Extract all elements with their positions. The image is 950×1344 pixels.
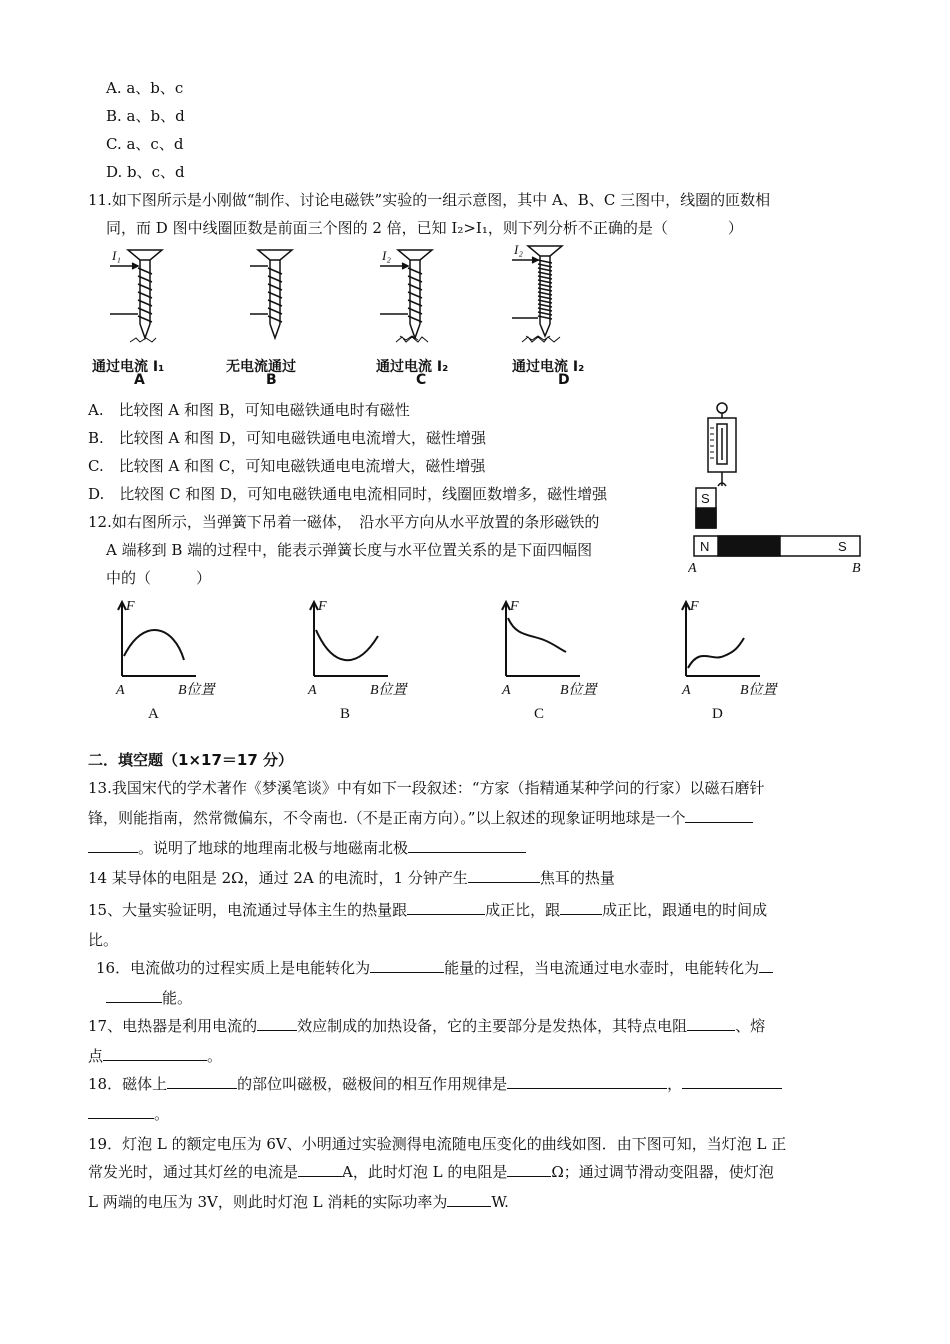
graph-b-curve bbox=[316, 630, 378, 660]
q18-text-c: ， bbox=[667, 1075, 683, 1093]
q18-line2-text: 。 bbox=[154, 1105, 170, 1123]
q13-blank-1[interactable] bbox=[685, 808, 753, 823]
q13-line2-text: 锋，则能指南，然常微偏东，不令南也.（不是正南方向）。”以上叙述的现象证明地球是一个 bbox=[88, 809, 686, 827]
current-label-c: I₂ bbox=[382, 248, 391, 263]
q19-blank-1[interactable] bbox=[298, 1162, 342, 1177]
q17-text-c: 、熔 bbox=[735, 1017, 766, 1035]
q17-blank-1[interactable] bbox=[257, 1016, 297, 1031]
graph-b-x1-label: B位置 bbox=[370, 683, 407, 698]
q19-blank-2[interactable] bbox=[507, 1162, 551, 1177]
q17-line2 bbox=[88, 1046, 222, 1066]
q13-line2 bbox=[88, 808, 753, 828]
q11-option-b: B. 比较图 A 和图 D，可知电磁铁通电电流增大，磁性增强 bbox=[88, 429, 486, 447]
q17-blank-3[interactable] bbox=[103, 1046, 207, 1061]
current-label-d: I₂ bbox=[514, 244, 523, 257]
q16-line1 bbox=[96, 958, 773, 978]
q13-blank-2[interactable] bbox=[408, 838, 526, 853]
electromagnet-c bbox=[380, 250, 432, 342]
electromagnet-b bbox=[250, 250, 292, 338]
graph-b-y-label: F bbox=[318, 599, 327, 614]
q18-blank-3[interactable] bbox=[682, 1074, 782, 1089]
q18-line2 bbox=[88, 1104, 169, 1124]
graph-a-curve bbox=[124, 630, 184, 660]
q16-blank-2-cont[interactable] bbox=[106, 988, 162, 1003]
q16-text-b: 能量的过程，当电流通过电水壶时，电能转化为 bbox=[444, 959, 760, 977]
fig-b-letter: B bbox=[266, 372, 277, 388]
electromagnet-d bbox=[512, 246, 562, 342]
q10-option-c: C. a、c、d bbox=[106, 135, 184, 153]
q16-blank-1[interactable] bbox=[370, 958, 444, 973]
q13-blank-1-cont[interactable] bbox=[88, 838, 138, 853]
q19-text-c: Ω；通过调节滑动变阻器，使灯泡 bbox=[551, 1163, 774, 1181]
q19-line1: 19．灯泡 L 的额定电压为 6V、小明通过实验测得电流随电压变化的曲线如图．由下图可知，当灯泡 L 正 bbox=[88, 1135, 787, 1153]
q17-line2-text-a: 点 bbox=[88, 1047, 104, 1065]
bar-magnet-s: S bbox=[838, 539, 847, 554]
graph-d-letter: D bbox=[712, 706, 723, 722]
graph-c-x0-label: A bbox=[502, 683, 511, 698]
graph-b-letter: B bbox=[340, 706, 351, 722]
q18-line1 bbox=[88, 1074, 782, 1094]
fig-b-caption: 无电流通过 bbox=[226, 359, 296, 375]
q17-blank-2[interactable] bbox=[687, 1016, 735, 1031]
graph-d-curve bbox=[688, 638, 744, 668]
q15-text-b: 成正比，跟 bbox=[485, 901, 561, 919]
q13-line3 bbox=[88, 838, 526, 858]
q19-text-a: 常发光时，通过其灯丝的电流是 bbox=[88, 1163, 299, 1181]
graph-c-curve bbox=[508, 618, 566, 652]
fig-d-caption: 通过电流 I₂ bbox=[512, 359, 585, 375]
q14-text-b: 焦耳的热量 bbox=[539, 869, 615, 887]
q18-text-a: 18．磁体上 bbox=[88, 1075, 168, 1093]
graph-a-y-label: F bbox=[126, 599, 135, 614]
q19-text-b: A，此时灯泡 L 的电阻是 bbox=[342, 1163, 508, 1181]
q11-option-d: D. 比较图 C 和图 D，可知电磁铁通电电流相同时，线圈匝数增多，磁性增强 bbox=[88, 485, 608, 503]
q17-line1 bbox=[88, 1016, 765, 1036]
q17-text-a: 17、电热器是利用电流的 bbox=[88, 1017, 258, 1035]
q12-stem-line2: A 端移到 B 端的过程中，能表示弹簧长度与水平位置关系的是下面四幅图 bbox=[106, 541, 593, 559]
q10-option-b: B. a、b、d bbox=[106, 107, 185, 125]
fig-c-letter: C bbox=[416, 372, 427, 388]
q15-blank-2[interactable] bbox=[560, 900, 602, 915]
q15-blank-1[interactable] bbox=[407, 900, 485, 915]
q17-line2-text-b: 。 bbox=[207, 1047, 223, 1065]
graph-b-x0-label: A bbox=[308, 683, 317, 698]
q19-text-d: L 两端的电压为 3V，则此时灯泡 L 消耗的实际功率为 bbox=[88, 1193, 448, 1211]
q16-line2-text: 能。 bbox=[162, 989, 193, 1007]
force-position-graphs bbox=[104, 596, 824, 722]
graph-c-y-label: F bbox=[510, 599, 519, 614]
fig-a-letter: A bbox=[134, 372, 145, 388]
q18-blank-1[interactable] bbox=[167, 1074, 237, 1089]
q16-blank-2[interactable] bbox=[759, 958, 773, 973]
q17-text-b: 效应制成的加热设备，它的主要部分是发热体，其特点电阻 bbox=[297, 1017, 688, 1035]
q10-option-d: D. b、c、d bbox=[106, 163, 185, 181]
q14 bbox=[88, 868, 615, 888]
q11-stem-line1: 11.如下图所示是小刚做“制作、讨论电磁铁”实验的一组示意图，其中 A、B、C 三图中，线圈的匝数相 bbox=[88, 191, 771, 209]
q15-text-c: 成正比，跟通电的时间成 bbox=[602, 901, 768, 919]
fig-a-caption: 通过电流 I₁ bbox=[92, 359, 165, 375]
q11-stem-line2: 同，而 D 图中线圈匝数是前面三个图的 2 倍，已知 I₂>I₁，则下列分析不正确的是（ ） bbox=[106, 219, 743, 237]
graph-a-letter: A bbox=[148, 706, 159, 722]
q14-text-a: 14 某导体的电阻是 2Ω，通过 2A 的电流时，1 分钟产生 bbox=[88, 869, 468, 887]
q12-stem-line3: 中的（ ） bbox=[106, 569, 212, 587]
q12-stem-line1: 12.如右图所示，当弹簧下吊着一磁体， 沿水平方向从水平放置的条形磁铁的 bbox=[88, 513, 600, 531]
bar-magnet-n: N bbox=[700, 539, 710, 554]
graph-d-x1-label: B位置 bbox=[740, 683, 777, 698]
q18-blank-2[interactable] bbox=[507, 1074, 667, 1089]
fig-c-caption: 通过电流 I₂ bbox=[376, 359, 449, 375]
q15-line1 bbox=[88, 900, 767, 920]
q18-blank-3-cont[interactable] bbox=[88, 1104, 154, 1119]
current-label-a: I₁ bbox=[112, 248, 121, 263]
q13-line1: 13.我国宋代的学术著作《梦溪笔谈》中有如下一段叙述：“方家（指精通某种学问的行家）以磁石磨针 bbox=[88, 779, 765, 797]
q14-blank[interactable] bbox=[468, 868, 540, 883]
graph-a-x1-label: B位置 bbox=[178, 683, 215, 698]
fig-d-letter: D bbox=[558, 372, 570, 388]
q18-text-b: 的部位叫磁极，磁极间的相互作用规律是 bbox=[237, 1075, 508, 1093]
section-2-heading: 二．填空题（1×17＝17 分） bbox=[88, 751, 293, 769]
q15-text-a: 15、大量实验证明，电流通过导体主生的热量跟 bbox=[88, 901, 408, 919]
q19-text-e: W. bbox=[491, 1193, 509, 1211]
graph-d-y-label: F bbox=[690, 599, 699, 614]
graph-a-x0-label: A bbox=[116, 683, 125, 698]
q19-line2 bbox=[88, 1162, 774, 1182]
q19-blank-3[interactable] bbox=[447, 1192, 491, 1207]
electromagnet-a bbox=[110, 250, 162, 342]
q15-line2: 比。 bbox=[88, 931, 119, 949]
hanging-magnet-s: S bbox=[701, 491, 710, 506]
graph-d-x0-label: A bbox=[682, 683, 691, 698]
q10-option-a: A. a、b、c bbox=[106, 79, 184, 97]
graph-c-x1-label: B位置 bbox=[560, 683, 597, 698]
electromagnet-figures bbox=[100, 244, 630, 350]
end-label-b: B bbox=[852, 561, 861, 576]
q16-line2 bbox=[106, 988, 192, 1008]
graph-c-letter: C bbox=[534, 706, 545, 722]
q11-option-a: A. 比较图 A 和图 B，可知电磁铁通电时有磁性 bbox=[88, 401, 410, 419]
q19-line3 bbox=[88, 1192, 509, 1212]
spring-magnet-figure bbox=[688, 400, 868, 576]
end-label-a: A bbox=[688, 561, 697, 576]
q13-line3-text: 。说明了地球的地理南北极与地磁南北极 bbox=[138, 839, 409, 857]
q11-option-c: C. 比较图 A 和图 C，可知电磁铁通电电流增大，磁性增强 bbox=[88, 457, 486, 475]
q16-text-a: 16．电流做功的过程实质上是电能转化为 bbox=[96, 959, 371, 977]
